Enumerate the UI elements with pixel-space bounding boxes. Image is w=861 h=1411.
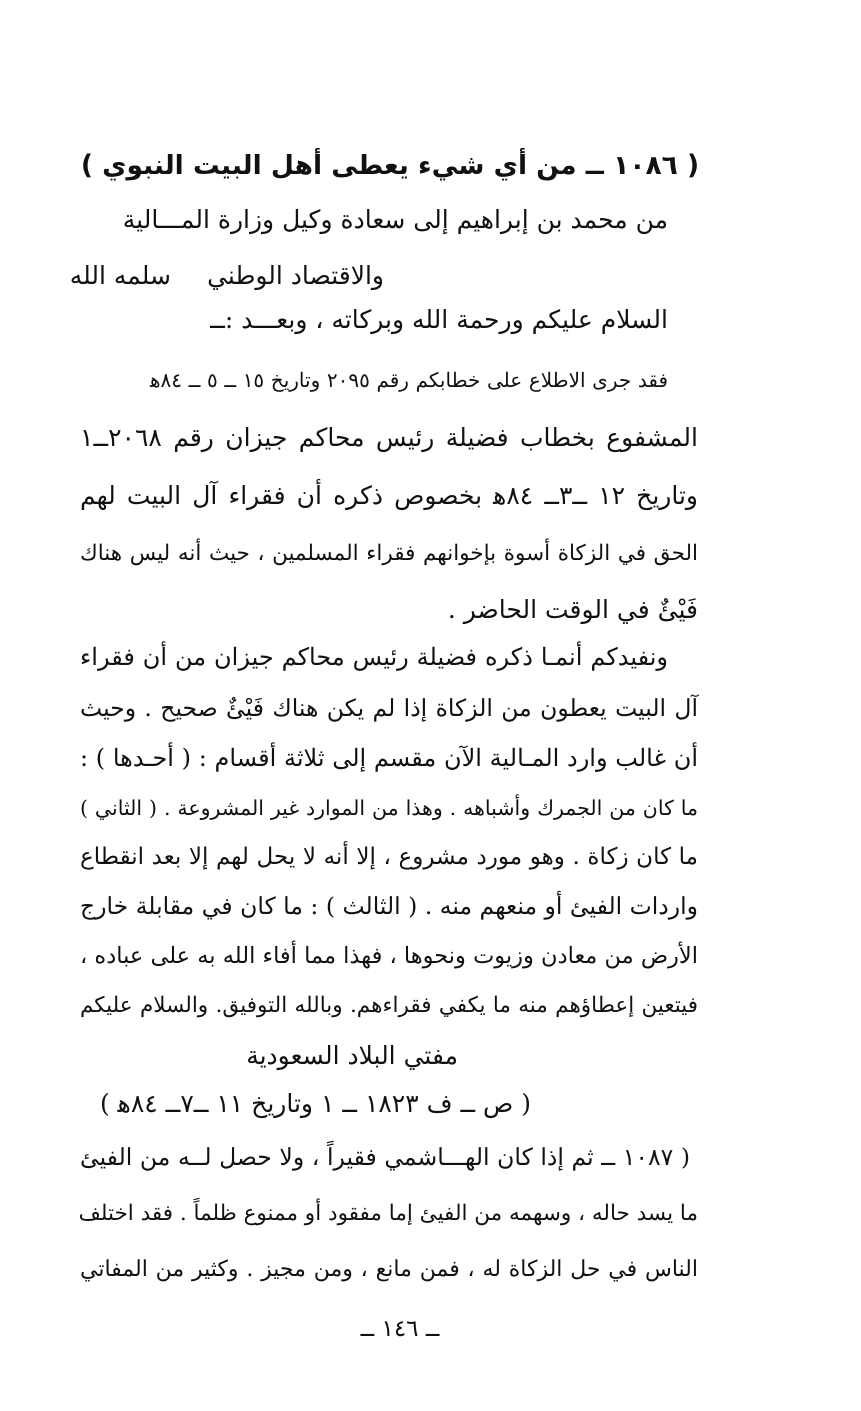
reference-number: ( ص ــ ف ١٨٢٣ ــ ١ وتاريخ ١١ ــ٧ــ ٨٤ﻫ ) [99, 1089, 531, 1118]
body-line: أن غالب وارد المـالية الآن مقسم إلى ثلاثة أقسام : ( أحـدها ) : [80, 744, 698, 772]
body-line: ( ١٠٨٧ ــ ثم إذا كان الهـــاشمي فقيراً ، ولا حصل لــه من الفيئ [80, 1143, 690, 1171]
body-line: فَيْئٌ في الوقت الحاضر . [447, 595, 698, 624]
body-line: واردات الفيئ أو منعهم منه . ( الثالث ) : ما كان في مقابلة خارج [80, 892, 698, 920]
body-line: المشفوع بخطاب فضيلة رئيس محاكم جيزان رقم ٢٠٦٨ــ١ [80, 423, 698, 452]
body-line: ما كان من الجمرك وأشباهه . وهذا من الموارد غير المشروعة . ( الثاني ) [80, 796, 698, 820]
greeting-line: السلام عليكم ورحمة الله وبركاته ، وبعـــد :ــ [210, 305, 668, 334]
sender-line: من محمد بن إبراهيم إلى سعادة وكيل وزارة المـــالية [122, 205, 668, 234]
body-line: ونفيدكم أنمـا ذكره فضيلة رئيس محاكم جيزان من أن فقراء [80, 643, 668, 671]
body-line: الأرض من معادن وزيوت ونحوها ، فهذا مما أفاء الله به على عباده ، [80, 943, 698, 969]
fatwa-title: ( ١٠٨٦ ــ من أي شيء يعطى أهل البيت النبوي ) [80, 150, 700, 181]
signature: مفتي البلاد السعودية [246, 1041, 458, 1070]
recipient-department: والاقتصاد الوطني [207, 261, 384, 290]
body-line: آل البيت يعطون من الزكاة إذا لم يكن هناك فَيْئٌ صحيح . وحيث [80, 694, 698, 722]
body-line: فقد جرى الاطلاع على خطابكم رقم ٢٠٩٥ وتاريخ ١٥ ــ ٥ ــ ٨٤ﻫ [150, 368, 669, 392]
body-line: الحق في الزكاة أسوة بإخوانهم فقراء المسلمين ، حيث أنه ليس هناك [80, 541, 698, 566]
salutation: سلمه الله [69, 261, 171, 290]
page-number: ــ ١٤٦ ــ [360, 1316, 440, 1342]
body-line: ما يسد حاله ، وسهمه من الفيئ إما مفقود أو ممنوع ظلماً . فقد اختلف [78, 1201, 698, 1226]
body-line: فيتعين إعطاؤهم منه ما يكفي فقراءهم. وبالله التوفيق. والسلام عليكم [80, 993, 698, 1018]
body-line: الناس في حل الزكاة له ، فمن مانع ، ومن مجيز . وكثير من المفاتي [80, 1257, 698, 1282]
body-line: ما كان زكاة . وهو مورد مشروع ، إلا أنه لا يحل لهم إلا بعد انقطاع [80, 844, 698, 870]
body-line: وتاريخ ١٢ ــ٣ــ ٨٤ﻫ بخصوص ذكره أن فقراء آل البيت لهم [80, 481, 698, 510]
